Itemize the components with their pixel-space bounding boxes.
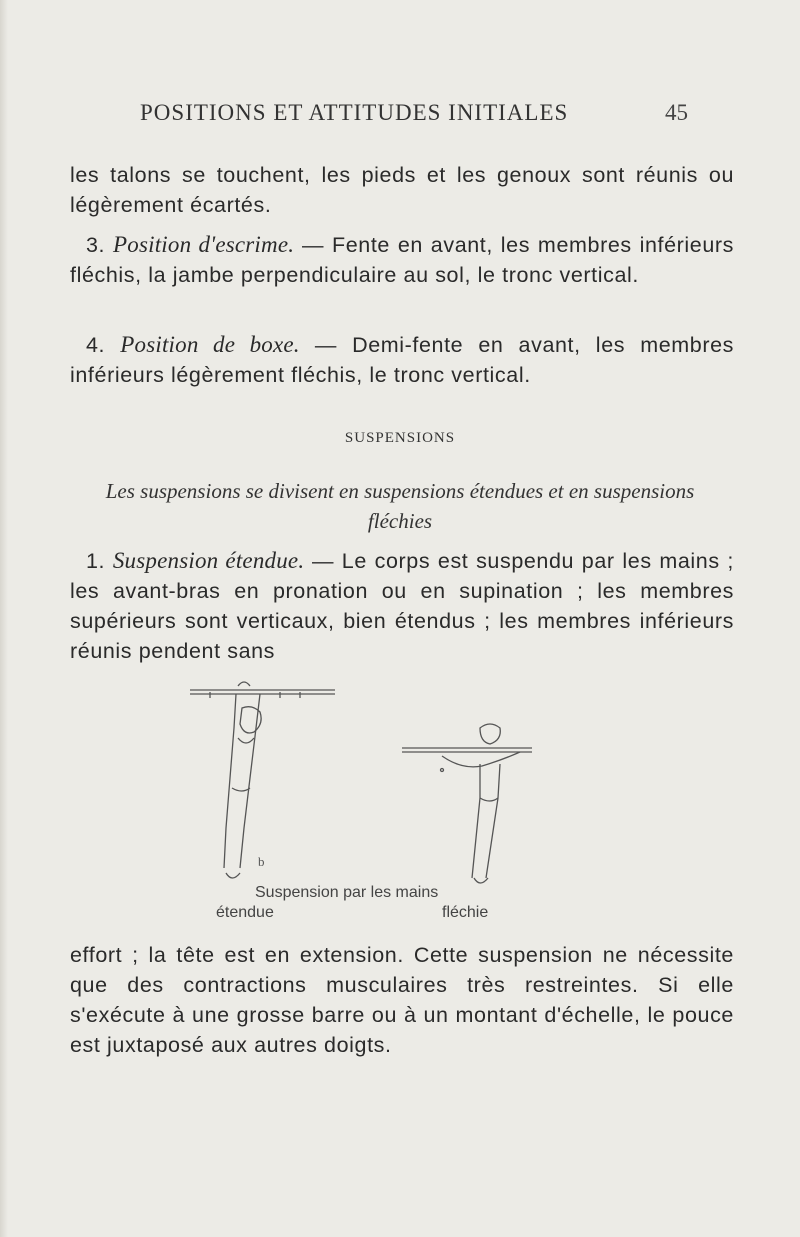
paragraph-1: les talons se touchent, les pieds et les genoux sont réunis ou légèrement écartés.: [70, 163, 734, 217]
figure-caption-main: Suspension par les mains: [255, 884, 439, 901]
flexed-suspension-figure: [402, 724, 532, 883]
continuation-paragraph: effort ; la tête est en extension. Cette suspension ne nécessite que des contractions musculaires très restreintes. Si elle s'exécute à une grosse barre ou à un montant d'échelle, le pouce est juxtaposé aux autres doigts.: [70, 943, 734, 1057]
item-1-text: — Le corps est suspendu par les mains ; les avant-bras en pronation ou en supination ; les membres supérieurs sont verticaux, bien étendus ; les membres inférieurs réunis pendent sans: [70, 549, 734, 663]
paragraph-3-number: 4.: [86, 333, 106, 357]
paragraph-2-title: Position d'escrime.: [113, 232, 295, 257]
paragraph-2-text: — Fente en avant, les membres inférieurs fléchis, la jambe perpendiculaire au sol, le tronc vertical.: [70, 233, 735, 287]
suspension-figure-illustration: [180, 668, 540, 898]
paragraph-3-title: Position de boxe.: [120, 332, 300, 357]
extended-suspension-figure: [190, 682, 335, 878]
page-edge: [0, 0, 8, 1237]
page-number: 45: [665, 100, 688, 125]
item-1-title: Suspension étendue.: [112, 548, 305, 573]
figure-caption-left: étendue: [216, 904, 274, 921]
section-intro: Les suspensions se divisent en suspensions étendues et en suspensions fléchies: [105, 479, 695, 533]
figure-caption-right: fléchie: [442, 904, 489, 921]
figure-mark: b: [258, 854, 265, 869]
section-title: SUSPENSIONS: [344, 430, 456, 446]
paragraph-2-number: 3.: [86, 233, 106, 257]
item-1-paragraph: [70, 546, 734, 666]
paragraph-3-text: — Demi-fente en avant, les membres inférieurs légèrement fléchis, le tronc vertical.: [70, 333, 734, 387]
item-1-number: 1.: [86, 549, 106, 573]
paragraph-3: [70, 330, 734, 390]
paragraph-2: [70, 230, 734, 290]
running-head: POSITIONS ET ATTITUDES INITIALES: [140, 100, 569, 125]
